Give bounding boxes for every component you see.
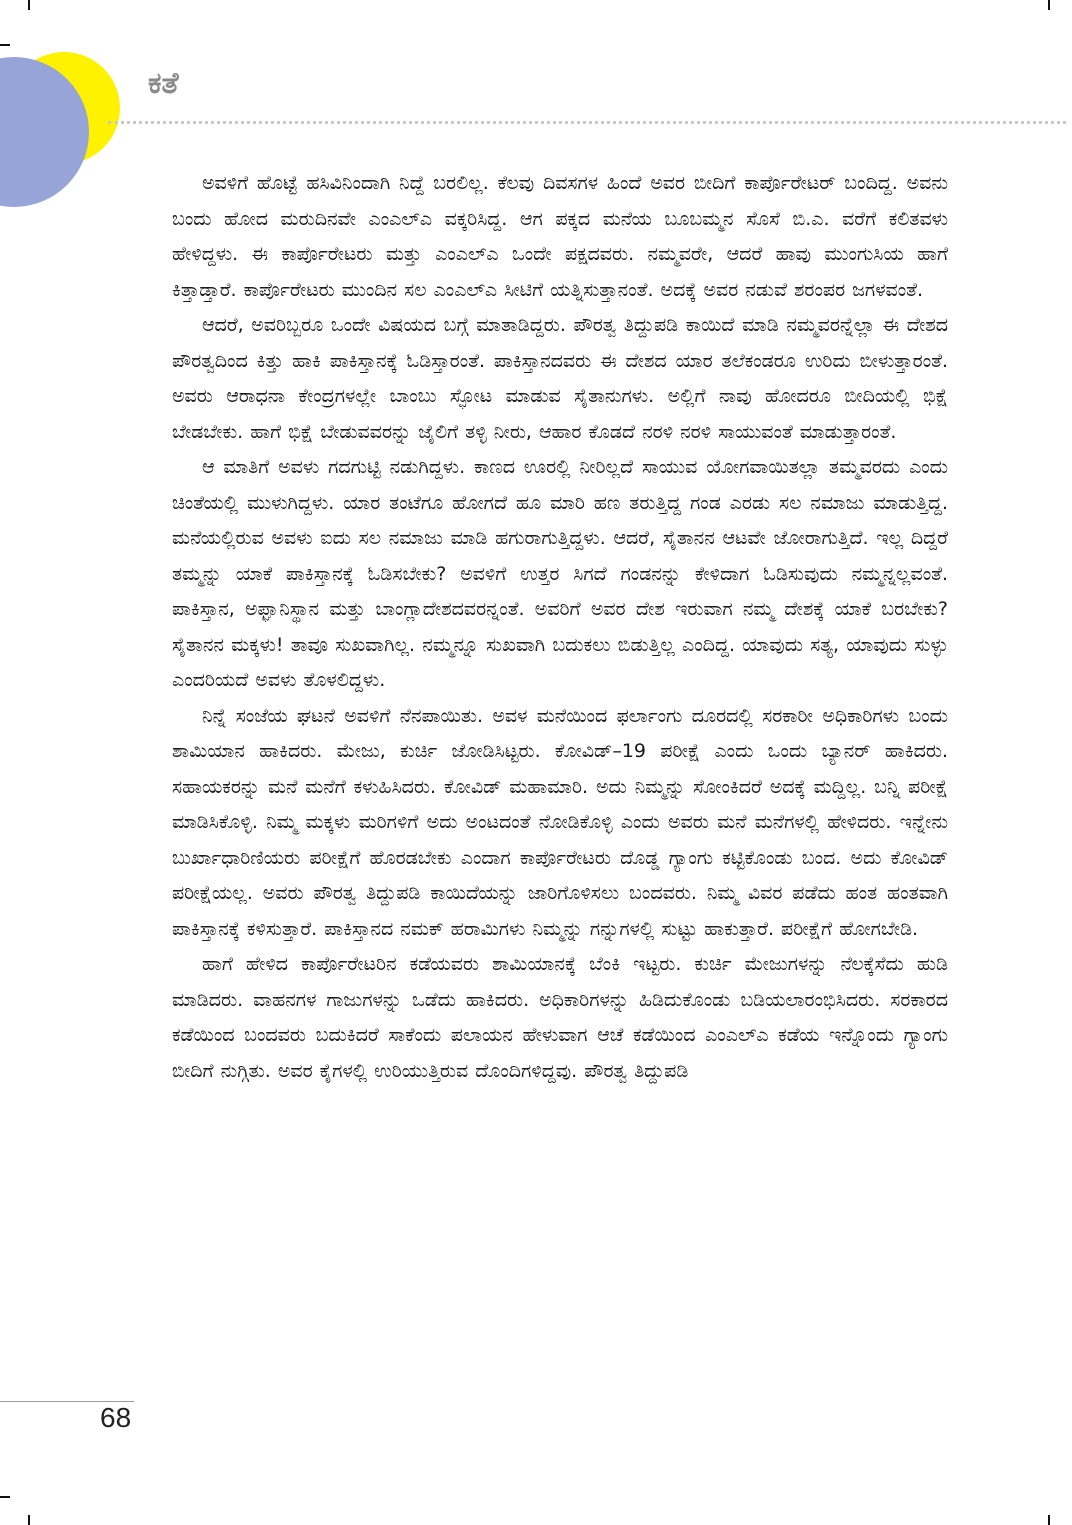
paragraph: ನಿನ್ನೆ ಸಂಜೆಯ ಘಟನೆ ಅವಳಿಗೆ ನೆನಪಾಯಿತು. ಅವಳ ಮನೆಯಿಂದ ಫರ್ಲಾಂಗು ದೂರದಲ್ಲಿ ಸರಕಾರೀ ಅಧಿಕಾರಿಗಳು ಬಂದು ಶಾಮಿಯಾನ ಹಾಕಿದರು. ಮೇಜು, ಕುರ್ಚಿ ಜೋಡಿಸಿಟ್ಟರು. ಕೋವಿಡ್–19 ಪರೀಕ್ಷೆ ಎಂದು ಒಂದು ಬ್ಯಾನರ್ ಹಾಕಿದರು. ಸಹಾಯಕರನ್ನು ಮನೆ ಮನೆಗೆ ಕಳುಹಿಸಿದರು. ಕೋವಿಡ್ ಮಹಾಮಾರಿ. ಅದು ನಿಮ್ಮನ್ನು ಸೋಂಕಿದರೆ ಅದಕ್ಕೆ ಮದ್ದಿಲ್ಲ. ಬನ್ನಿ ಪರೀಕ್ಷೆ ಮಾಡಿಸಿಕೊಳ್ಳಿ. ನಿಮ್ಮ ಮಕ್ಕಳು ಮರಿಗಳಿಗೆ ಅದು ಅಂಟದಂತೆ ನೋಡಿಕೊಳ್ಳಿ ಎಂದು ಅವರು ಮನೆ ಮನೆಗಳಲ್ಲಿ ಹೇಳಿದರು. ಇನ್ನೇನು ಬುರ್ಖಾಧಾರಿಣಿಯರು ಪರೀಕ್ಷೆಗೆ ಹೊರಡಬೇಕು ಎಂದಾಗ ಕಾರ್ಪೊರೇಟರು ದೊಡ್ಡ ಗ್ಯಾಂಗು ಕಟ್ಟಿಕೊಂಡು ಬಂದ. ಅದು ಕೋವಿಡ್ ಪರೀಕ್ಷೆಯಲ್ಲ. ಅವರು ಪೌರತ್ವ ತಿದ್ದುಪಡಿ ಕಾಯಿದೆಯನ್ನು ಜಾರಿಗೊಳಿಸಲು ಬಂದವರು. ನಿಮ್ಮ ವಿವರ ಪಡೆದು ಹಂತ ಹಂತವಾಗಿ ಪಾಕಿಸ್ತಾನಕ್ಕೆ ಕಳಿಸುತ್ತಾರೆ. ಪಾಕಿಸ್ತಾನದ ನಮಕ್ ಹರಾಮಿಗಳು ನಿಮ್ಮನ್ನು ಗನ್ನುಗಳಲ್ಲಿ ಸುಟ್ಟು ಹಾಕುತ್ತಾರೆ. ಪರೀಕ್ಷೆಗೆ ಹೋಗಬೇಡಿ. bbox=[172, 704, 948, 940]
paragraph: ಆ ಮಾತಿಗೆ ಅವಳು ಗದಗುಟ್ಟಿ ನಡುಗಿದ್ದಳು. ಕಾಣದ ಊರಲ್ಲಿ ನೀರಿಲ್ಲದೆ ಸಾಯುವ ಯೋಗವಾಯಿತಲ್ಲಾ ತಮ್ಮವರದು ಎಂದು ಚಿಂತೆಯಲ್ಲಿ ಮುಳುಗಿದ್ದಳು. ಯಾರ ತಂಟೆಗೂ ಹೋಗದೆ ಹೂ ಮಾರಿ ಹಣ ತರುತ್ತಿದ್ದ ಗಂಡ ಎರಡು ಸಲ ನಮಾಜು ಮಾಡುತ್ತಿದ್ದ. ಮನೆಯಲ್ಲಿರುವ ಅವಳು ಐದು ಸಲ ನಮಾಜು ಮಾಡಿ ಹಗುರಾಗುತ್ತಿದ್ದಳು. ಆದರೆ, ಸೈತಾನನ ಆಟವೇ ಜೋರಾಗುತ್ತಿದೆ. ಇಲ್ಲ ದಿದ್ದರೆ ತಮ್ಮನ್ನು ಯಾಕೆ ಪಾಕಿಸ್ತಾನಕ್ಕೆ ಓಡಿಸಬೇಕು? ಅವಳಿಗೆ ಉತ್ತರ ಸಿಗದೆ ಗಂಡನನ್ನು ಕೇಳಿದಾಗ ಓಡಿಸುವುದು ನಮ್ಮನ್ನಲ್ಲವಂತೆ. ಪಾಕಿಸ್ತಾನ, ಅಫ್ಘಾನಿಸ್ಥಾನ ಮತ್ತು ಬಾಂಗ್ಲಾದೇಶದವರನ್ನಂತೆ. ಅವರಿಗೆ ಅವರ ದೇಶ ಇರುವಾಗ ನಮ್ಮ ದೇಶಕ್ಕೆ ಯಾಕೆ ಬರಬೇಕು? ಸೈತಾನನ ಮಕ್ಕಳು! ತಾವೂ ಸುಖವಾಗಿಲ್ಲ. ನಮ್ಮನ್ನೂ ಸುಖವಾಗಿ ಬದುಕಲು ಬಿಡುತ್ತಿಲ್ಲ ಎಂದಿದ್ದ. ಯಾವುದು ಸತ್ಯ, ಯಾವುದು ಸುಳ್ಳು ಎಂದರಿಯದೆ ಅವಳು ತೊಳಲಿದ್ದಳು. bbox=[172, 456, 948, 691]
story-body bbox=[172, 166, 948, 1089]
page-number: 68 bbox=[100, 1402, 132, 1433]
paragraph: ಹಾಗೆ ಹೇಳಿದ ಕಾರ್ಪೊರೇಟರಿನ ಕಡೆಯವರು ಶಾಮಿಯಾನಕ್ಕೆ ಬೆಂಕಿ ಇಟ್ಟರು. ಕುರ್ಚಿ ಮೇಜುಗಳನ್ನು ನೆಲಕ್ಕೆಸೆದು ಹುಡಿ ಮಾಡಿದರು. ವಾಹನಗಳ ಗಾಜುಗಳನ್ನು ಒಡೆದು ಹಾಕಿದರು. ಅಧಿಕಾರಿಗಳನ್ನು ಹಿಡಿದುಕೊಂಡು ಬಡಿಯಲಾರಂಭಿಸಿದರು. ಸರಕಾರದ ಕಡೆಯಿಂದ ಬಂದವರು ಬದುಕಿದರೆ ಸಾಕೆಂದು ಪಲಾಯನ ಹೇಳುವಾಗ ಆಚೆ ಕಡೆಯಿಂದ ಎಂಎಲ್‌ಎ ಕಡೆಯ ಇನ್ನೊಂದು ಗ್ಯಾಂಗು ಬೀದಿಗೆ ನುಗ್ಗಿತು. ಅವರ ಕೈಗಳಲ್ಲಿ ಉರಿಯುತ್ತಿರುವ ದೊಂದಿಗಳಿದ್ದವು. ಪೌರತ್ವ ತಿದ್ದುಪಡಿ bbox=[172, 953, 948, 1082]
section-title: ಕತೆ bbox=[148, 66, 179, 101]
paragraph: ಅವಳಿಗೆ ಹೊಟ್ಟೆ ಹಸಿವಿನಿಂದಾಗಿ ನಿದ್ದೆ ಬರಲಿಲ್ಲ. ಕೆಲವು ದಿವಸಗಳ ಹಿಂದೆ ಅವರ ಬೀದಿಗೆ ಕಾರ್ಪೊರೇಟರ್ ಬಂದಿದ್ದ. ಅವನು ಬಂದು ಹೋದ ಮರುದಿನವೇ ಎಂಎಲ್‌ಎ ವಕ್ಕರಿಸಿದ್ದ. ಆಗ ಪಕ್ಕದ ಮನೆಯ ಬೂಬಮ್ಮನ ಸೊಸೆ ಬಿ.ಎ. ವರೆಗೆ ಕಲಿತವಳು ಹೇಳಿದ್ದಳು. ಈ ಕಾರ್ಪೊರೇಟರು ಮತ್ತು ಎಂಎಲ್‌ಎ ಒಂದೇ ಪಕ್ಷದವರು. ನಮ್ಮವರೇ, ಆದರೆ ಹಾವು ಮುಂಗುಸಿಯ ಹಾಗೆ ಕಿತ್ತಾಡ್ತಾರೆ. ಕಾರ್ಪೊರೇಟರು ಮುಂದಿನ ಸಲ ಎಂಎಲ್‌ಎ ಸೀಟಿಗೆ ಯತ್ನಿಸುತ್ತಾನಂತೆ. ಅದಕ್ಕೆ ಅವರ ನಡುವೆ ಶರಂಪರ ಜಗಳವಂತೆ. bbox=[172, 172, 948, 301]
crop-mark-top-right bbox=[1048, 0, 1050, 10]
header-dotted-rule bbox=[108, 121, 1066, 124]
paragraph: ಆದರೆ, ಅವರಿಬ್ಬರೂ ಒಂದೇ ವಿಷಯದ ಬಗ್ಗೆ ಮಾತಾಡಿದ್ದರು. ಪೌರತ್ವ ತಿದ್ದುಪಡಿ ಕಾಯಿದೆ ಮಾಡಿ ನಮ್ಮವರನ್ನೆಲ್ಲಾ ಈ ದೇಶದ ಪೌರತ್ವದಿಂದ ಕಿತ್ತು ಹಾಕಿ ಪಾಕಿಸ್ತಾನಕ್ಕೆ ಓಡಿಸ್ತಾರಂತೆ. ಪಾಕಿಸ್ತಾನದವರು ಈ ದೇಶದ ಯಾರ ತಲೆಕಂಡರೂ ಉರಿದು ಬೀಳುತ್ತಾರಂತೆ. ಅವರು ಆರಾಧನಾ ಕೇಂದ್ರಗಳಲ್ಲೇ ಬಾಂಬು ಸ್ಫೋಟ ಮಾಡುವ ಸೈತಾನುಗಳು. ಅಲ್ಲಿಗೆ ನಾವು ಹೋದರೂ ಬೀದಿಯಲ್ಲಿ ಭಿಕ್ಷೆ ಬೇಡಬೇಕು. ಹಾಗೆ ಭಿಕ್ಷೆ ಬೇಡುವವರನ್ನು ಜೈಲಿಗೆ ತಳ್ಳಿ ನೀರು, ಆಹಾರ ಕೊಡದೆ ನರಳಿ ನರಳಿ ಸಾಯುವಂತೆ ಮಾಡುತ್ತಾರಂತೆ. bbox=[172, 314, 948, 443]
crop-mark-left-lower bbox=[0, 1496, 10, 1498]
decorative-circles bbox=[0, 0, 200, 220]
crop-mark-bottom-right bbox=[1048, 1515, 1050, 1525]
crop-mark-bottom-left bbox=[28, 1515, 30, 1525]
